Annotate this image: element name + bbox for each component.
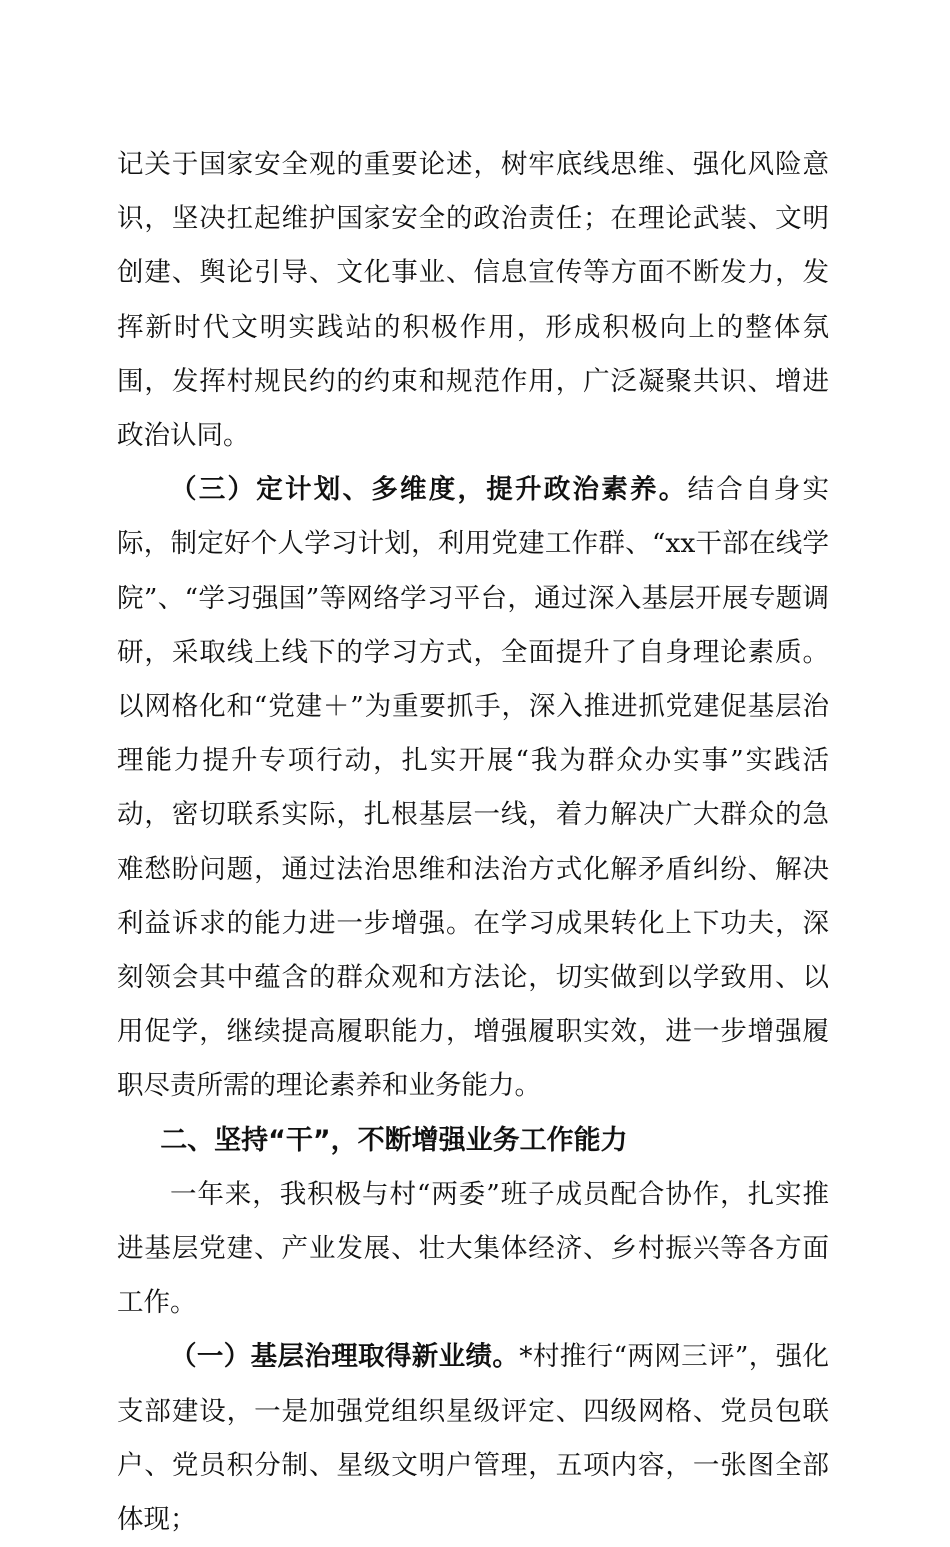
paragraph-national-security (117, 138, 829, 463)
paragraph-political-literacy (117, 463, 829, 1113)
paragraph-grassroots-governance (117, 1330, 829, 1547)
section-heading-work-ability: 二、坚持“干”，不断增强业务工作能力 (160, 1124, 628, 1156)
paragraph-lead-heading: （一）基层治理取得新业绩。 (170, 1341, 520, 1373)
paragraph-text: 一年来，我积极与村“两委”班子成员配合协作，扎实推进基层党建、产业发展、壮大集体经济、乡村振兴等各方面工作。 (117, 1178, 829, 1319)
paragraph-text: *村推行“两网三评”，强化支部建设，一是加强党组织星级评定、四级网格、党员包联户、党员积分制、星级文明户管理，五项内容，一张图全部体现； (117, 1341, 829, 1536)
paragraph-text: 记关于国家安全观的重要论述，树牢底线思维、强化风险意识，坚决扛起维护国家安全的政治责任；在理论武装、文明创建、舆论引导、文化事业、信息宣传等方面不断发力，发挥新时代文明实践站的积极作用，形成积极向上的整体氛围，发挥村规民约的约束和规范作用，广泛凝聚共识、增进政治认同。 (117, 149, 829, 452)
document-body (117, 138, 829, 1547)
paragraph-lead-heading: （三）定计划、多维度，提升政治素养。 (170, 474, 688, 506)
paragraph-year-summary (117, 1168, 829, 1331)
paragraph-text: 结合自身实际，制定好个人学习计划，利用党建工作群、“xx干部在线学院”、“学习强国”等网络学习平台，通过深入基层开展专题调研，采取线上线下的学习方式，全面提升了自身理论素质。以网格化和“党建＋”为重要抓手，深入推进抓党建促基层治理能力提升专项行动，扎实开展“我为群众办实事”实践活动，密切联系实际，扎根基层一线，着力解决广大群众的急难愁盼问题，通过法治思维和法治方式化解矛盾纠纷、解决利益诉求的能力进一步增强。在学习成果转化上下功夫，深刻领会其中蕴含的群众观和方法论，切实做到以学致用、以用促学，继续提高履职能力，增强履职实效，进一步增强履职尽责所需的理论素养和业务能力。 (117, 474, 829, 1102)
